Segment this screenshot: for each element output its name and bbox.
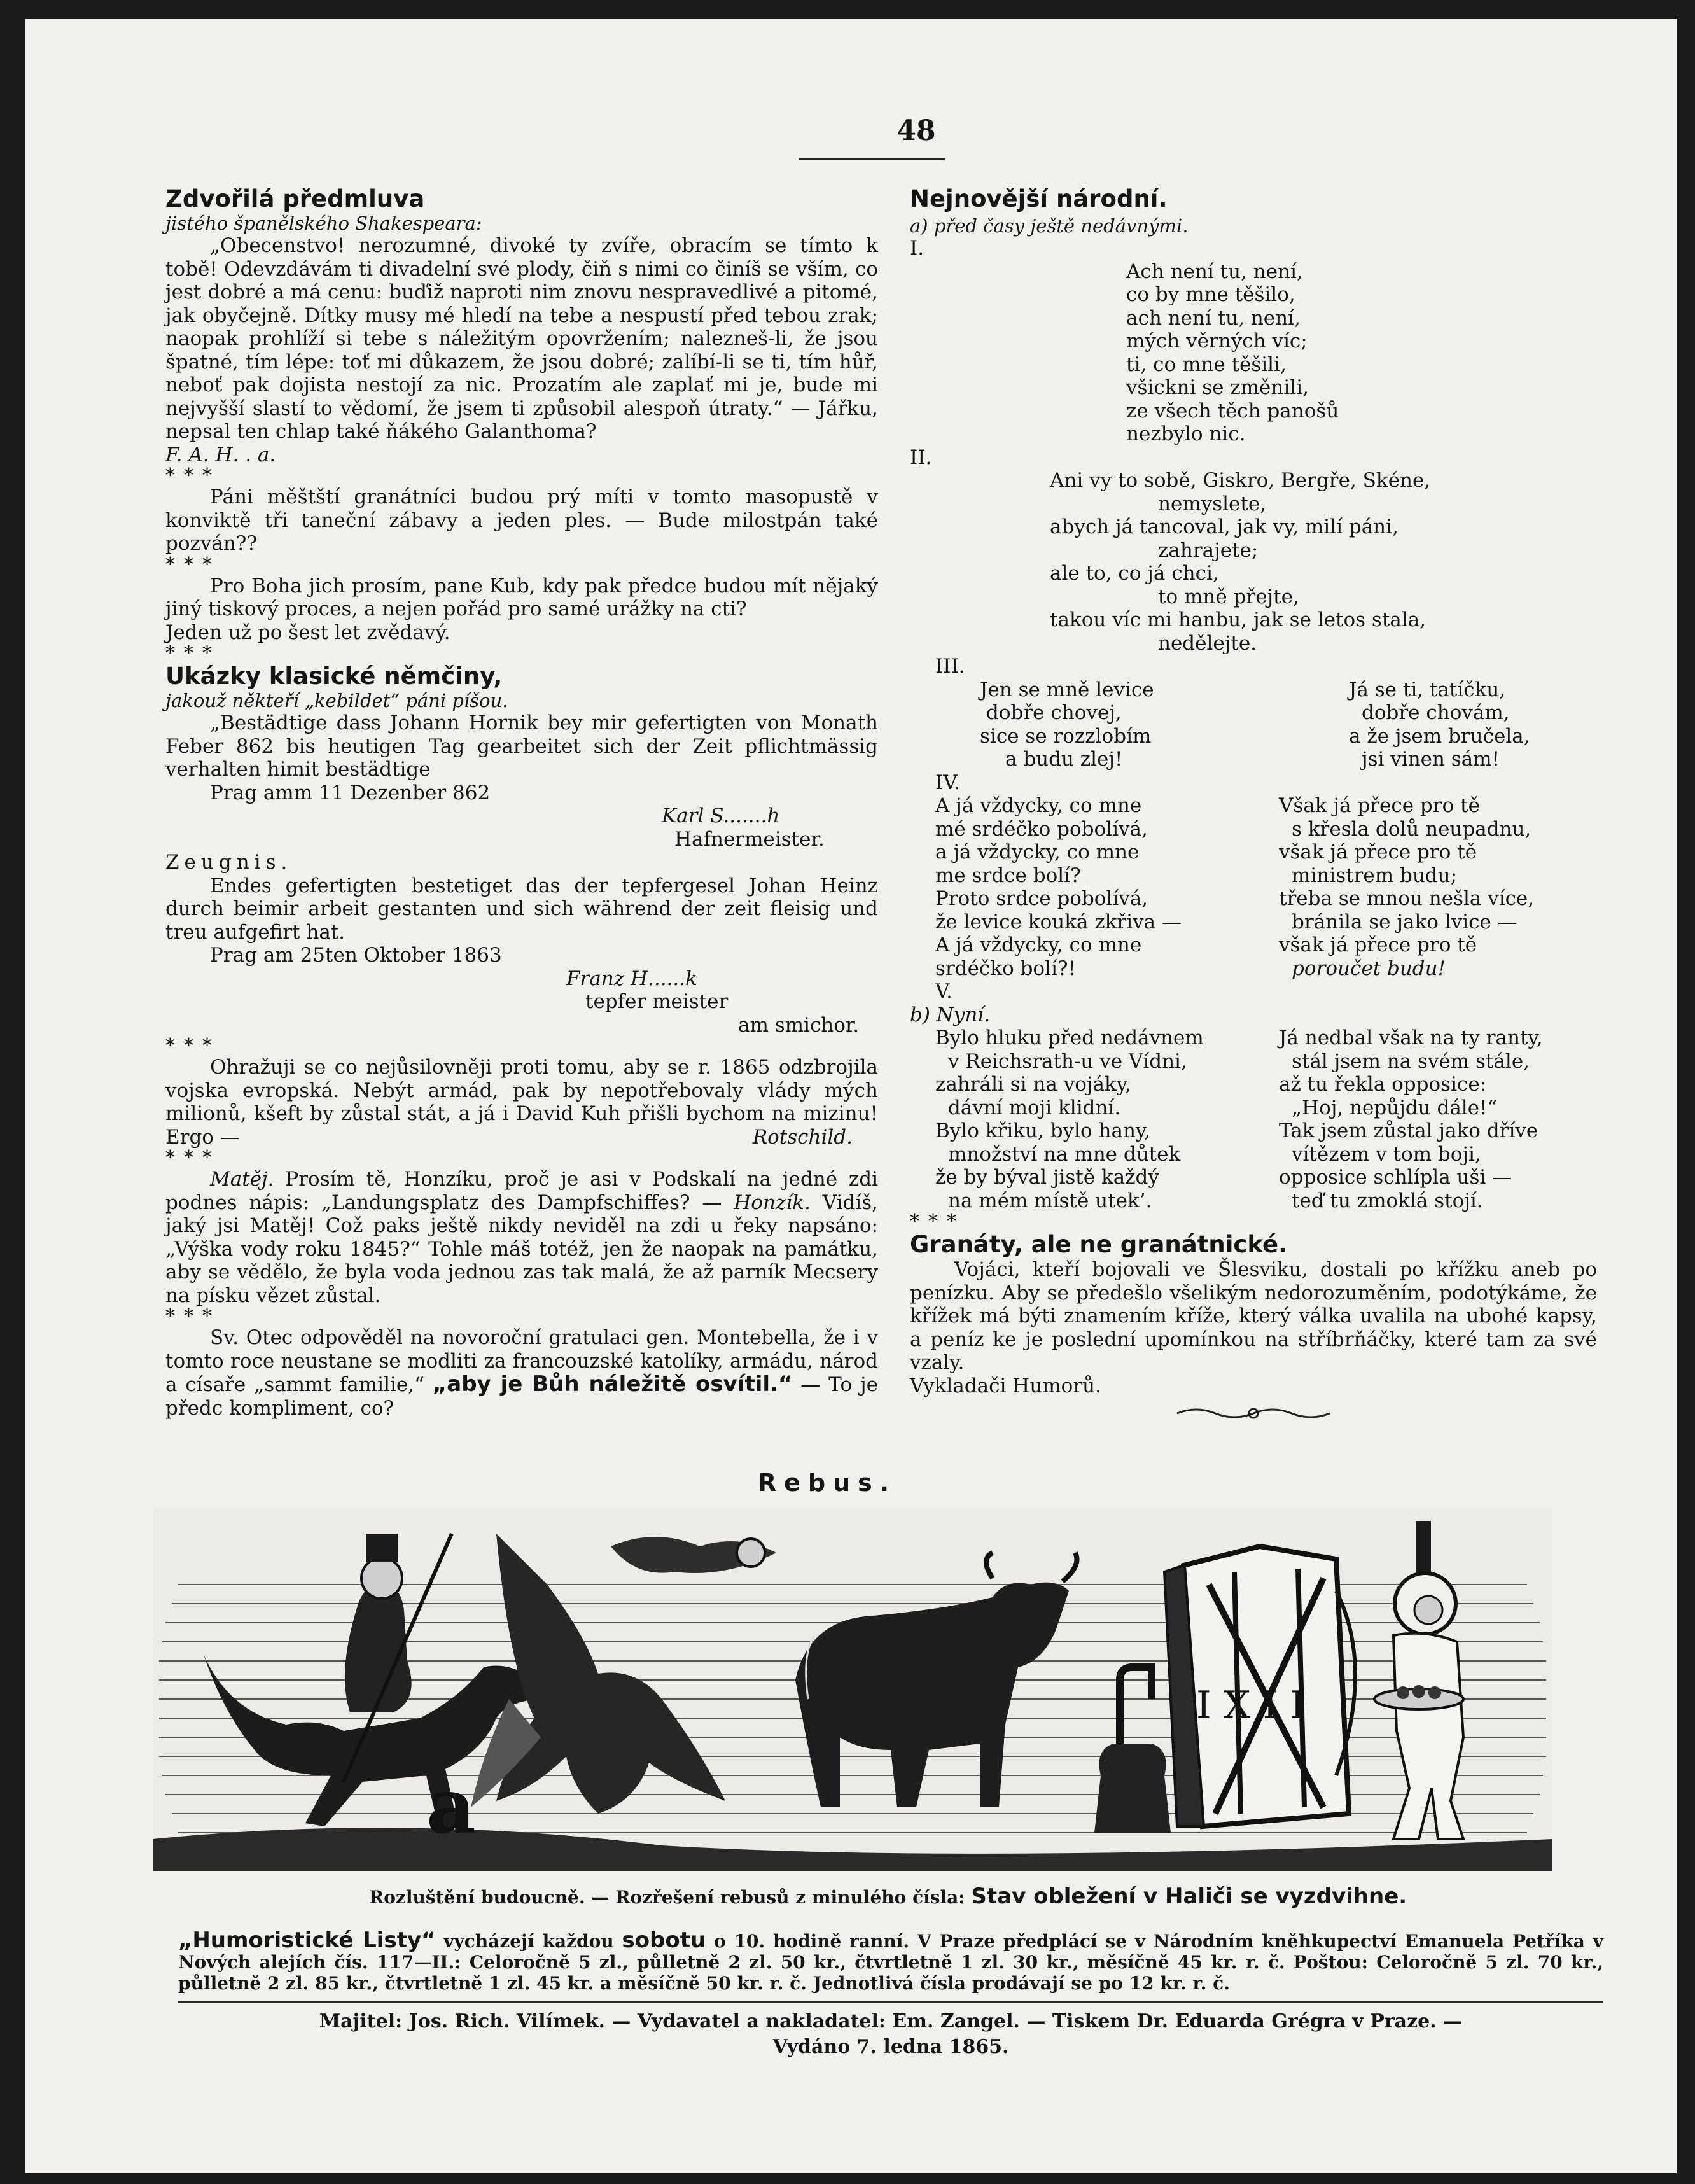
article-title-granaty: Granáty, ale ne granátnické. (910, 1231, 1288, 1258)
separator-stars: *​*​* (165, 1147, 221, 1169)
left-column (165, 186, 878, 1420)
rebus-title: Rebus. (757, 1469, 897, 1497)
poem-stanza-1: Ach není tu, není, co by mne těšilo, ach není tu, není, mých věrných víc; ti, co mne těšili, všickni se změnili, ze všech těch panošů nezbylo nic. (1126, 260, 1339, 445)
poem-stanza-5-left: Bylo hluku před nedávnem v Reichsrath-u ve Vídni, zahráli si na vojáky, dávní moji klidní. Bylo křiku, bylo hany, množství na mne důtek že by býval jistě každý na mém místě utek’. (935, 1026, 1204, 1212)
poem-stanza-4-right: Však já přece pro tě s křesla dolů neupadnu, však já přece pro tě ministrem budu; třeba se mnou nešla více, bránila se jako lvice — však já přece pro tě poroučet budu! (1279, 794, 1535, 980)
german-signature-2-place: am smichor. (738, 1013, 860, 1037)
poem-roman-3: III. (935, 655, 965, 678)
poem-stanza-4 (910, 794, 1597, 980)
article-signature-granaty: Vykladači Humorů. (910, 1374, 1101, 1397)
article-text-kub: Pro Boha jich prosím, pane Kub, kdy pak předce budou mít nějaký jiný tiskový proces, a nejen pořád pro samé urážky na cti? (165, 574, 878, 620)
publisher-line: Majitel: Jos. Rich. Vilímek. — Vydavatel a nakladatel: Em. Zangel. — Tiskem Dr. Eduarda Grégra v Praze. — (319, 2010, 1463, 2033)
poem-stanza-3-left: Jen se mně levice dobře chovej, sice se rozzlobím a budu zlej! (980, 678, 1154, 771)
poem-roman-2: II. (910, 445, 932, 469)
poem-stanza-3-right: Já se ti, tatíčku, dobře chovám, a že jsem bručela, jsi vinen sám! (1349, 678, 1530, 771)
article-text-granatnici: Páni měštští granátníci budou prý míti v tomto masopustě v konviktě tři taneční zábavy a jeden ples. — Bude milostpán také pozván?? (165, 486, 878, 555)
rebus-illustration (153, 1508, 1552, 1871)
german-signature-2-title: tepfer meister (585, 990, 729, 1013)
german-quote: „Bestädtige dass Johann Hornik bey mir gefertigten von Monath Feber 862 bis heutigen Tag gearbeitet sich der Zeit pflichtmässig verhalten himit bestädtige (165, 711, 878, 781)
ornament-divider (1171, 1404, 1336, 1423)
poem-stanza-3 (910, 678, 1597, 771)
article-title-nemciny: Ukázky klasické němčiny, (165, 662, 503, 690)
article-title-zdvorila: Zdvořilá předmluva (165, 185, 425, 213)
poem-roman-1: I. (910, 237, 924, 260)
german-zeugnis-text: Endes gefertigten bestetiget das der tepfergesel Johan Heinz durch beimir arbeit gestanten und sich während der zeit fleisig und treu aufgefirt hat. (165, 874, 878, 944)
german-heading-zeugnis: Zeugnis. (165, 851, 293, 874)
german-signature-1: Karl S.......h (662, 804, 780, 827)
poem-roman-4: IV. (935, 771, 961, 794)
article-text-rotschild: Ohražuji se co nejůsilovněji proti tomu, aby se r. 1865 odzbrojila vojska evropská. Nebýt armád, pak by nepotřebovaly vlády mých milionů, kšeft by zůstal stát, a já i David Kuh přišli bychom na mizinu! Ergo — Rotschild. (165, 1056, 878, 1149)
rebus-solution-answer: Stav obležení v Haliči se vyzdvihne. (971, 1884, 1407, 1909)
page-number-rule (799, 158, 945, 160)
separator-stars: *​*​* (165, 1305, 221, 1327)
separator-stars: *​*​* (165, 1035, 221, 1057)
poem-stanza-4-left: A já vždycky, co mne mé srdéčko pobolívá, a já vždycky, co mne me srdce bolí? Proto srdce pobolívá, že levice kouká zkřiva — A já vždycky, co mne srdéčko bolí?! (935, 794, 1182, 980)
page-number: 48 (896, 115, 936, 147)
imprint-title: „Humoristické Listy“ (178, 1928, 436, 1953)
article-subtitle-zdvorila: jistého španělského Shakespeara: (165, 213, 482, 234)
separator-stars: *​*​* (910, 1210, 965, 1233)
german-place-date-2: Prag am 25ten Oktober 1863 (210, 944, 502, 967)
rebus-solution-label: Rozluštění budoucně. — Rozřešení rebusů z minulého čísla: (369, 1887, 965, 1908)
publisher-footer (178, 2009, 1603, 2060)
article-signature-kub: Jeden už po šest let zvědavý. (165, 620, 450, 644)
footer-rule (178, 2001, 1603, 2003)
rebus-letter-a: a (426, 1761, 476, 1851)
article-text-svotec: Sv. Otec odpověděl na novoroční gratulaci gen. Montebella, že i v tomto roce neustane se modliti za francouzské katolíky, armádu, národ a císaře „sammt familie,“ „aby je Bůh náležitě osvítil.“ — To je předc kompliment, co? (165, 1326, 879, 1420)
article-text-matej: Matěj. Prosím tě, Honzíku, proč je asi v Podskalí na jedné zdi podnes nápis: „Landungsplatz des Dampfschiffes? — Honzík. Vidíš, jaký jsi Matěj! Což paks ještě nikdy neviděl na zdi u řeky napsáno: „Výška vody roku 1845?“ Tohle máš totéž, jen že naopak na památku, aby se vědělo, že byla voda jednou zas tak malá, že až parník Mecsery na písku vězet zůstal. (165, 1168, 878, 1307)
german-signature-1-title: Hafnermeister. (674, 827, 825, 851)
article-subtitle-nemciny: jakouž někteří „kebildet“ páni píšou. (165, 690, 508, 711)
right-column (910, 186, 1597, 1423)
separator-stars: *​*​* (165, 553, 221, 576)
shield-figure (1164, 1546, 1355, 1826)
poem-title: Nejnovější národní. (910, 185, 1168, 213)
newspaper-page (25, 19, 1677, 2173)
rebus-solution (369, 1884, 1407, 1909)
german-place-date-1: Prag amm 11 Dezenber 862 (210, 781, 491, 804)
publication-date: Vydáno 7. ledna 1865. (772, 2036, 1009, 2058)
separator-stars: *​*​* (165, 642, 221, 664)
article-signature-zdvorila: F. A. H. . a. (165, 443, 276, 466)
shield-marks: I X I I (1196, 1683, 1306, 1728)
poem-stanza-5-right: Já nedbal však na ty ranty, stál jsem na svém stále, až tu řekla opposice: „Hoj, nepůjdu dále!“ Tak jsem zůstal jako dříve vítězem v tom boji, opposice schlípla uši — teď tu zmoklá stojí. (1279, 1026, 1543, 1212)
poem-stanza-5 (910, 1026, 1597, 1212)
article-text-zdvorila: „Obecenstvo! nerozumné, divoké ty zvíře, obracím se tímto k tobě! Odevzdávám ti divadelní své plody, čiň s nimi co činíš se vším, co jest dobré a má cenu: buďiž naproti nim znovu nespravedlivé a pitomé, jak obyčejně. Dítky musy mé hledí na tebe a nespustí před tebou zrak; naopak prohlíží si tebe s náležitým opovržením; nalezneš-li, že jsou špatné, tím lépe: toť mi důkazem, že jsou dobré; zalíbí-li se ti, tím hůř, neboť pak dojista nestojí za nic. Prozatím ale zaplať mi je, bude mi nejvyšší slastí to vědomí, že jsem ti způsobil alespoň útraty.“ — Jářku, nepsal ten chlap také ňákého Galanthoma? (165, 234, 878, 443)
subscription-imprint: „Humoristické Listy“ vycházejí každou sobotu o 10. hodině ranní. V Praze předplácí se v Národním kněhkupectví Emanuela Petříka v Nových alejích čís. 117—II.: Celoročně 5 zl., půlletně 2 zl. 50 kr., čtvrtletně 1 zl. 30 kr., měsíčně 45 kr. r. č. Poštou: Celoročně 5 zl. 70 kr., půlletně 2 zl. 85 kr., čtvrtletně 1 zl. 45 kr. a měsíčně 50 kr. r. č. Jednotlivá čísla prodávají se po 12 kr. r. č. (178, 1928, 1603, 1994)
poem-roman-5: V. (935, 980, 952, 1003)
poem-part-a: a) před časy ještě nedávnými. (910, 215, 1189, 237)
german-signature-2: Franz H......k (566, 967, 697, 990)
poem-stanza-2: Ani vy to sobě, Giskro, Bergře, Skéne, nemyslete, abych já tancoval, jak vy, milí páni, zahrajete; ale to, co já chci, to mně přejte, takou víc mi hanbu, jak se letos stala, nedělejte. (1050, 469, 1431, 655)
article-text-granaty: Vojáci, kteří bojovali ve Šlesviku, dostali po křížku aneb po penízku. Aby se předešlo všelikým nedorozuměním, podotýkáme, že křížek má býti znamením kříže, který válka uvalila na ubohé kapsy, a peníz ke je poslední upomínkou na stříbrňáčky, které tam za své vzaly. (910, 1258, 1597, 1374)
separator-stars: *​*​* (165, 465, 221, 487)
poem-part-b: b) Nyní. (910, 1003, 991, 1026)
